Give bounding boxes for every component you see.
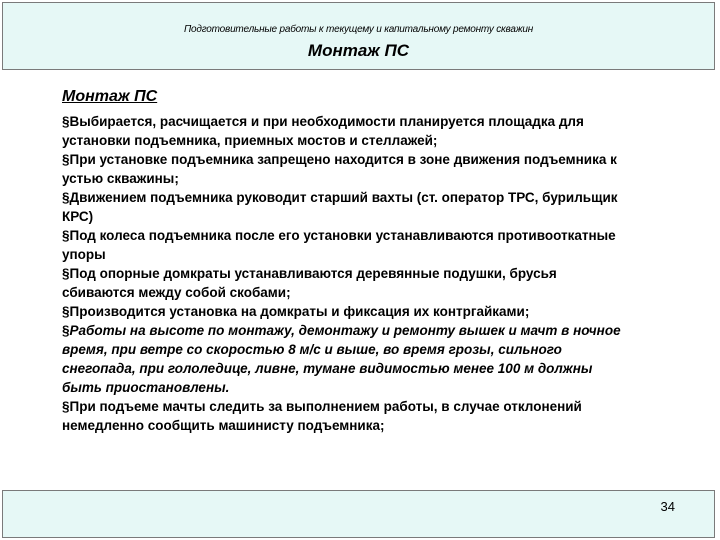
bullet-item-warning: § Работы на высоте по монтажу, демонтажу и ремонту вышек и мачт в ночное время, при ветре со скоростью 8 м/с и выше, во время грозы, сильного снегопада, при гололедице, ливне, тумане видимостью менее 100 м должны быть приостановлены. (62, 321, 622, 397)
bullet-list (62, 112, 622, 435)
page-number: 34 (660, 499, 675, 514)
footer-panel (2, 490, 715, 538)
bullet-item: § Под колеса подъемника после его установки устанавливаются противооткатные упоры (62, 226, 622, 264)
bullet-item: § При подъеме мачты следить за выполнением работы, в случае отклонений немедленно сообщить машинисту подъемника; (62, 397, 622, 435)
content-heading: Монтаж ПС (62, 88, 158, 105)
bullet-item: § Движением подъемника руководит старший вахты (ст. оператор ТРС, бурильщик КРС) (62, 188, 622, 226)
slide-title: Монтаж ПС (307, 41, 410, 60)
bullet-item: § Производится установка на домкраты и фиксация их контргайками; (62, 302, 622, 321)
header-panel (2, 2, 715, 70)
bullet-item: § Под опорные домкраты устанавливаются деревянные подушки, брусья сбиваются между собой скобами; (62, 264, 622, 302)
bullet-item: § Выбирается, расчищается и при необходимости планируется площадка для установки подъемника, приемных мостов и стеллажей; (62, 112, 622, 150)
header-subtitle: Подготовительные работы к текущему и капитальному ремонту скважин (183, 24, 534, 35)
content-area (62, 87, 622, 435)
bullet-item: § При установке подъемника запрещено находится в зоне движения подъемника к устью скважины; (62, 150, 622, 188)
